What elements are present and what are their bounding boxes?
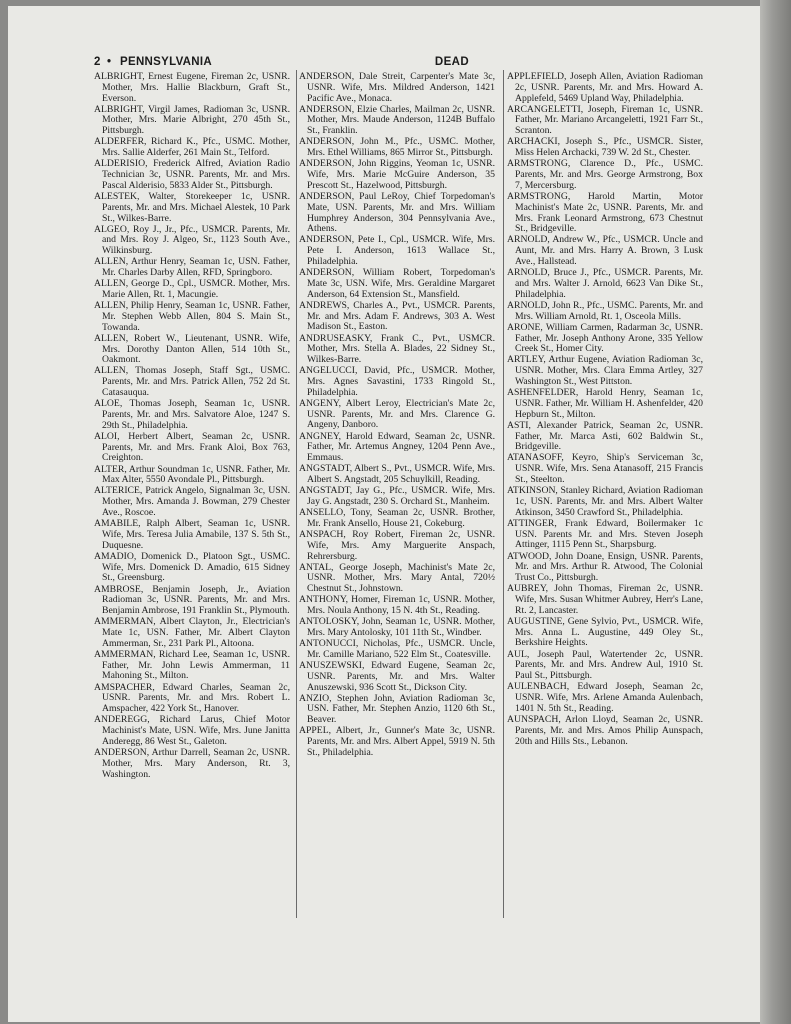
casualty-entry: AMADIO, Domenick D., Platoon Sgt., USMC. Wife, Mrs. Domenick D. Amadio, 615 Sidney St., Greensburg. [94, 550, 290, 584]
page-edge-shadow [760, 0, 791, 1024]
casualty-entry: ARNOLD, John R., Pfc., USMC. Parents, Mr. and Mrs. William Arnold, Rt. 1, Osceola Mills. [507, 299, 703, 322]
casualty-entry: APPLEFIELD, Joseph Allen, Aviation Radioman 2c, USNR. Parents, Mr. and Mrs. Howard A. Applefeld, 5469 Upland Way, Philadelphia. [507, 71, 703, 104]
casualty-entry: AMSPACHER, Edward Charles, Seaman 2c, USNR. Parents, Mr. and Mrs. Robert L. Amspacher, 422 York St., Hanover. [94, 681, 290, 715]
casualty-entry: ARNOLD, Bruce J., Pfc., USMCR. Parents, Mr. and Mrs. Walter J. Arnold, 6623 Van Dike St., Philadelphia. [507, 267, 703, 300]
casualty-entry: ALOE, Thomas Joseph, Seaman 1c, USNR. Parents, Mr. and Mrs. Salvatore Aloe, 1247 S. 29th St., Philadelphia. [94, 398, 290, 431]
page-number: 2 [94, 56, 101, 68]
casualty-entry: ARMSTRONG, Clarence D., Pfc., USMC. Parents, Mr. and Mrs. George Armstrong, Box 7, Mercersburg. [507, 158, 703, 191]
casualty-entry: ARCHACKI, Joseph S., Pfc., USMCR. Sister, Miss Helen Archacki, 739 W. 2d St., Chester. [507, 136, 703, 159]
casualty-entry: ASTI, Alexander Patrick, Seaman 2c, USNR. Father, Mr. Marca Asti, 602 Baldwin St., Bridgeville. [507, 419, 703, 453]
casualty-entry: AUNSPACH, Arlon Lloyd, Seaman 2c, USNR. Parents, Mr. and Mrs. Amos Philip Aunspach, 20th and Hills Sts., Lebanon. [507, 713, 703, 747]
column-3 [507, 72, 703, 748]
casualty-entry: ANDRUSEASKY, Frank C., Pvt., USMCR. Mother, Mrs. Stella A. Blades, 22 Sidney St., Wilkes-Barre. [299, 332, 495, 366]
casualty-entry: ANSELLO, Tony, Seaman 2c, USNR. Brother, Mr. Frank Ansello, House 21, Cokeburg. [299, 507, 495, 529]
casualty-entry: ANDERSON, John M., Pfc., USMC. Mother, Mrs. Ethel Williams, 865 Mirror St., Pittsburgh. [299, 136, 495, 159]
casualty-entry: ANDEREGG, Richard Larus, Chief Motor Machinist's Mate, USN. Wife, Mrs. June Janitta Anderegg, 86 West St., Galeton. [94, 714, 290, 747]
casualty-entry: AMBROSE, Benjamin Joseph, Jr., Aviation Radioman 3c, USNR. Parents, Mr. and Mrs. Benjamin Ambrose, 191 Franklin St., Plymouth. [94, 583, 290, 617]
casualty-entry: APPEL, Albert, Jr., Gunner's Mate 3c, USNR. Parents, Mr. and Mrs. Albert Appel, 5919 N. 5th St., Philadelphia. [299, 725, 495, 758]
section-title: DEAD [434, 56, 470, 68]
casualty-entry: ANDERSON, Dale Streit, Carpenter's Mate 3c, USNR. Wife, Mrs. Mildred Anderson, 1421 Pacific Ave., Monaca. [299, 71, 495, 104]
casualty-entry: ATWOOD, John Doane, Ensign, USNR. Parents, Mr. and Mrs. Arthur R. Atwood, The Colonial Trust Co., Pittsburgh. [507, 550, 703, 584]
casualty-entry: ANSPACH, Roy Robert, Fireman 2c, USNR. Wife, Mrs. Amy Marguerite Anspach, Rehrersburg. [299, 528, 495, 562]
casualty-entry: ARNOLD, Andrew W., Pfc., USMCR. Uncle and Aunt, Mr. and Mrs. Harry A. Brown, 3 Lusk Ave., Hallstead. [507, 234, 703, 268]
casualty-entry: ANGSTADT, Jay G., Pfc., USMCR. Wife, Mrs. Jay G. Angstadt, 230 S. Orchard St., Manheim. [299, 485, 495, 507]
casualty-entry: ARONE, William Carmen, Radarman 3c, USNR. Father, Mr. Joseph Anthony Arone, 335 Yellow Creek St., Homer City. [507, 321, 703, 355]
casualty-entry: ANDERSON, Arthur Darrell, Seaman 2c, USNR. Mother, Mrs. Mary Anderson, Rt. 3, Washington. [94, 746, 290, 780]
casualty-entry: ANTONUCCI, Nicholas, Pfc., USMCR. Uncle, Mr. Camille Mariano, 522 Elm St., Coatesville. [299, 638, 495, 660]
casualty-entry: AUL, Joseph Paul, Watertender 2c, USNR. Parents, Mr. and Mrs. Andrew Aul, 1910 St. Paul St., Pittsburgh. [507, 648, 703, 682]
casualty-entry: ALLEN, Philip Henry, Seaman 1c, USNR. Father, Mr. Stephen Webb Allen, 804 S. Main St., Towanda. [94, 300, 290, 333]
column-divider [296, 70, 297, 918]
casualty-entry: ANDERSON, Paul LeRoy, Chief Torpedoman's Mate, USN. Parents, Mr. and Mrs. William Humphrey Anderson, 304 Pennsylvania Ave., Athens. [299, 190, 495, 235]
page-header [94, 56, 714, 70]
casualty-entry: ANDERSON, Pete I., Cpl., USMCR. Wife, Mrs. Pete I. Anderson, 1613 Wallace St., Philadelphia. [299, 234, 495, 268]
casualty-entry: ALLEN, Arthur Henry, Seaman 1c, USN. Father, Mr. Charles Darby Allen, RFD, Springboro. [94, 256, 290, 279]
casualty-entry: ASHENFELDER, Harold Henry, Seaman 1c, USNR. Father, Mr. William H. Ashenfelder, 420 Hepburn St., Milton. [507, 387, 703, 420]
casualty-entry: ANTHONY, Homer, Fireman 1c, USNR. Mother, Mrs. Noula Anthony, 15 N. 4th St., Reading. [299, 594, 495, 617]
casualty-entry: AMMERMAN, Richard Lee, Seaman 1c, USNR. Father, Mr. John Lewis Ammerman, 11 Mahoning St., Milton. [94, 648, 290, 682]
casualty-entry: ANGENY, Albert Leroy, Electrician's Mate 2c, USNR. Parents, Mr. and Mrs. Clarence G. Angeny, Danboro. [299, 397, 495, 431]
casualty-entry: ALLEN, George D., Cpl., USMCR. Mother, Mrs. Marie Allen, Rt. 1, Macungie. [94, 278, 290, 301]
casualty-entry: ANDREWS, Charles A., Pvt., USMCR. Parents, Mr. and Mrs. Adam F. Andrews, 303 A. West Madison St., Easton. [299, 299, 495, 333]
casualty-entry: ALGEO, Roy J., Jr., Pfc., USMCR. Parents, Mr. and Mrs. Roy J. Algeo, Sr., 1123 South Ave., Wilkinsburg. [94, 223, 290, 257]
casualty-entry: ANTAL, George Joseph, Machinist's Mate 2c, USNR. Mother, Mrs. Mary Antal, 720½ Chestnut St., Johnstown. [299, 561, 495, 595]
casualty-entry: AUGUSTINE, Gene Sylvio, Pvt., USMCR. Wife, Mrs. Anna L. Augustine, 449 Oley St., Berkshire Heights. [507, 615, 703, 649]
header-bullet: • [107, 56, 112, 68]
casualty-entry: ANDERSON, John Riggins, Yeoman 1c, USNR. Wife, Mrs. Marie McGuire Anderson, 35 Prescott St., Hazelwood, Pittsburgh. [299, 158, 495, 191]
casualty-entry: ARCANGELETTI, Joseph, Fireman 1c, USNR. Father, Mr. Mariano Arcangeletti, 1921 Farr St., Scranton. [507, 103, 703, 137]
casualty-entry: ANDERSON, Elzie Charles, Mailman 2c, USNR. Mother, Mrs. Maude Anderson, 1124B Buffalo St., Franklin. [299, 103, 495, 137]
casualty-entry: ANGELUCCI, David, Pfc., USMCR. Mother, Mrs. Agnes Savastini, 1733 Ringold St., Philadelphia. [299, 365, 495, 398]
casualty-entry: AULENBACH, Edward Joseph, Seaman 2c, USNR. Wife, Mrs. Arlene Amanda Aulenbach, 1401 N. 5th St., Reading. [507, 681, 703, 714]
casualty-entry: ALDERFER, Richard K., Pfc., USMC. Mother, Mrs. Sallie Alderfer, 261 Main St., Telford. [94, 136, 290, 159]
casualty-entry: ALLEN, Thomas Joseph, Staff Sgt., USMC. Parents, Mr. and Mrs. Patrick Allen, 752 2d St. Catasauqua. [94, 365, 290, 399]
casualty-entry: ALOI, Herbert Albert, Seaman 2c, USNR. Parents, Mr. and Mrs. Frank Aloi, Box 763, Creighton. [94, 430, 290, 464]
casualty-entry: AMABILE, Ralph Albert, Seaman 1c, USNR. Wife, Mrs. Teresa Julia Amabile, 137 S. 5th St., Duquesne. [94, 518, 290, 551]
casualty-entry: ANTOLOSKY, John, Seaman 1c, USNR. Mother, Mrs. Mary Antolosky, 101 11th St., Windber. [299, 616, 495, 638]
casualty-entry: ALLEN, Robert W., Lieutenant, USNR. Wife, Mrs. Dorothy Danton Allen, 514 10th St., Oakmont. [94, 332, 290, 366]
casualty-entry: ANGNEY, Harold Edward, Seaman 2c, USNR. Father, Mr. Artemus Angney, 1204 Penn Ave., Emmaus. [299, 430, 495, 464]
column-1 [94, 72, 290, 781]
casualty-entry: ATANASOFF, Keyro, Ship's Serviceman 3c, USNR. Wife, Mrs. Sena Atanasoff, 215 Francis St., Steelton. [507, 452, 703, 486]
casualty-entry: ALBRIGHT, Virgil James, Radioman 3c, USNR. Mother, Mrs. Marie Albright, 270 45th St., Pittsburgh. [94, 103, 290, 137]
casualty-entry: ANDERSON, William Robert, Torpedoman's Mate 3c, USN. Wife, Mrs. Geraldine Margaret Anderson, 64 Extension St., Mansfield. [299, 267, 495, 300]
casualty-entry: ANUSZEWSKI, Edward Eugene, Seaman 2c, USNR. Parents, Mr. and Mrs. Walter Anuszewski, 936 Scott St., Dickson City. [299, 659, 495, 693]
casualty-entry: ALESTEK, Walter, Storekeeper 1c, USNR. Parents, Mr. and Mrs. Michael Alestek, 10 Park St., Wilkes-Barre. [94, 190, 290, 224]
casualty-entry: ANZIO, Stephen John, Aviation Radioman 3c, USN. Father, Mr. Stephen Anzio, 1120 6th St., Beaver. [299, 692, 495, 726]
casualty-entry: ATKINSON, Stanley Richard, Aviation Radioman 1c, USN. Parents, Mr. and Mrs. Albert Walter Atkinson, 3450 Crawford St., Philadelphia. [507, 485, 703, 518]
casualty-entry: ALTER, Arthur Soundman 1c, USNR. Father, Mr. Max Alter, 5550 Avondale Pl., Pittsburgh. [94, 463, 290, 486]
casualty-entry: ALBRIGHT, Ernest Eugene, Fireman 2c, USNR. Mother, Mrs. Hallie Blackburn, Graft St., Everson. [94, 71, 290, 104]
casualty-entry: ALTERICE, Patrick Angelo, Signalman 3c, USN. Mother, Mrs. Amanda J. Bowman, 279 Chester Ave., Roscoe. [94, 485, 290, 519]
column-2 [299, 72, 495, 759]
casualty-entry: AMMERMAN, Albert Clayton, Jr., Electrician's Mate 1c, USN. Father, Mr. Albert Clayton Ammerman, Sr., 231 Park Pl., Altoona. [94, 616, 290, 649]
casualty-entry: ANGSTADT, Albert S., Pvt., USMCR. Wife, Mrs. Albert S. Angstadt, 205 Schuylkill, Reading. [299, 463, 495, 486]
casualty-entry: ALDERISIO, Frederick Alfred, Aviation Radio Technician 3c, USNR. Parents, Mr. and Mrs. Pascal Alderisio, 5833 Alder St., Pittsburgh. [94, 158, 290, 191]
casualty-entry: ATTINGER, Frank Edward, Boilermaker 1c USN. Parents Mr. and Mrs. Steven Joseph Attinger, 1115 Penn St., Sharpsburg. [507, 517, 703, 551]
column-divider [503, 70, 504, 918]
casualty-entry: ARTLEY, Arthur Eugene, Aviation Radioman 3c, USNR. Mother, Mrs. Clara Emma Artley, 327 Washington St., West Pittston. [507, 354, 703, 387]
casualty-entry: ARMSTRONG, Harold Martin, Motor Machinist's Mate 2c, USNR. Parents, Mr. and Mrs. Frank Leonard Armstrong, 673 Chestnut St., Bridgeville. [507, 190, 703, 235]
state-title: PENNSYLVANIA [120, 56, 212, 68]
casualty-entry: AUBREY, John Thomas, Fireman 2c, USNR. Wife, Mrs. Susan Whitmer Aubrey, Herr's Lane, Rt. 2, Lancaster. [507, 583, 703, 616]
